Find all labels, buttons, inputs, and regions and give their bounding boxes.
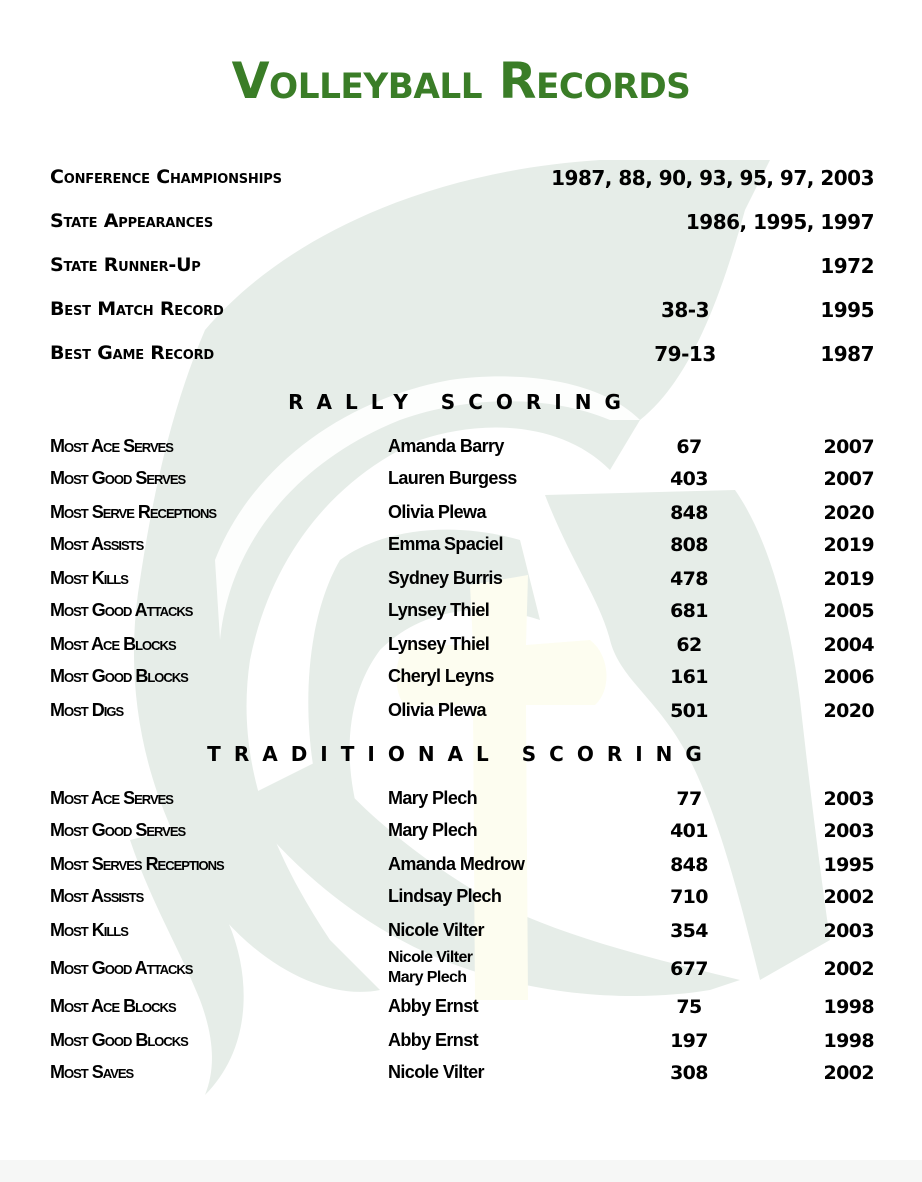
table-row bbox=[50, 949, 874, 986]
record-category: Most Good Blocks bbox=[50, 666, 188, 686]
record-holder: Lindsay Plech bbox=[388, 886, 502, 906]
table-row bbox=[50, 820, 874, 844]
record-holder: Amanda Medrow bbox=[388, 854, 525, 874]
record-value: 354 bbox=[670, 920, 708, 942]
record-value: 197 bbox=[670, 1030, 708, 1052]
summary-years: 1995 bbox=[820, 298, 874, 322]
summary-label: State Appearances bbox=[50, 210, 213, 232]
record-value: 677 bbox=[670, 958, 708, 980]
record-value: 848 bbox=[670, 502, 708, 524]
summary-record: 38-3 bbox=[660, 298, 710, 322]
record-year: 2019 bbox=[823, 568, 874, 590]
summary-label: Best Game Record bbox=[50, 342, 214, 364]
record-year: 2006 bbox=[823, 666, 874, 688]
record-holder: Mary Plech bbox=[388, 820, 478, 840]
record-category: Most Assists bbox=[50, 534, 144, 554]
record-value: 501 bbox=[670, 700, 708, 722]
record-year: 2002 bbox=[823, 958, 874, 980]
table-row bbox=[50, 996, 874, 1020]
summary-label: State Runner-Up bbox=[50, 254, 201, 276]
table-row bbox=[50, 600, 874, 624]
record-category: Most Ace Serves bbox=[50, 788, 173, 808]
record-value: 710 bbox=[670, 886, 708, 908]
record-holder: Cheryl Leyns bbox=[388, 666, 494, 686]
record-value: 478 bbox=[670, 568, 708, 590]
record-holder: Mary Plech bbox=[388, 788, 478, 808]
record-category: Most Kills bbox=[50, 920, 128, 940]
table-row bbox=[50, 886, 874, 910]
record-year: 2004 bbox=[823, 634, 874, 656]
record-value: 62 bbox=[676, 634, 702, 656]
record-category: Most Good Serves bbox=[50, 820, 186, 840]
record-holder: Nicole Vilter bbox=[388, 1062, 484, 1082]
record-category: Most Good Attacks bbox=[50, 600, 193, 620]
record-category: Most Assists bbox=[50, 886, 144, 906]
summary-row bbox=[50, 254, 874, 280]
record-value: 161 bbox=[670, 666, 708, 688]
record-holder: Sydney Burris bbox=[388, 568, 503, 588]
record-category: Most Good Serves bbox=[50, 468, 186, 488]
record-year: 2005 bbox=[823, 600, 874, 622]
record-value: 403 bbox=[670, 468, 708, 490]
summary-row bbox=[50, 342, 874, 368]
summary-row bbox=[50, 166, 874, 192]
record-category: Most Kills bbox=[50, 568, 128, 588]
table-row bbox=[50, 920, 874, 944]
record-value: 808 bbox=[670, 534, 708, 556]
record-category: Most Digs bbox=[50, 700, 124, 720]
record-year: 2007 bbox=[823, 468, 874, 490]
record-category: Most Serve Receptions bbox=[50, 502, 217, 522]
record-year: 2003 bbox=[823, 920, 874, 942]
record-year: 2002 bbox=[823, 1062, 874, 1084]
table-row bbox=[50, 534, 874, 558]
record-value: 401 bbox=[670, 820, 708, 842]
record-value: 848 bbox=[670, 854, 708, 876]
record-category: Most Good Blocks bbox=[50, 1030, 188, 1050]
record-category: Most Ace Blocks bbox=[50, 634, 176, 654]
record-category: Most Serves Receptions bbox=[50, 854, 224, 874]
record-value: 681 bbox=[670, 600, 708, 622]
record-year: 2003 bbox=[823, 820, 874, 842]
summary-years: 1986, 1995, 1997 bbox=[685, 210, 874, 234]
record-year: 2007 bbox=[823, 436, 874, 458]
record-category: Most Ace Blocks bbox=[50, 996, 176, 1016]
record-year: 2002 bbox=[823, 886, 874, 908]
record-value: 75 bbox=[676, 996, 702, 1018]
summary-label: Best Match Record bbox=[50, 298, 224, 320]
record-holder: Mary Plech bbox=[388, 969, 467, 986]
record-holder: Nicole Vilter bbox=[388, 920, 484, 940]
record-holder: Lynsey Thiel bbox=[388, 600, 490, 620]
table-row bbox=[50, 568, 874, 592]
record-year: 1998 bbox=[823, 996, 874, 1018]
record-year: 2003 bbox=[823, 788, 874, 810]
summary-record: 79-13 bbox=[654, 342, 716, 366]
record-holder: Abby Ernst bbox=[388, 996, 479, 1016]
record-holder: Nicole Vilter bbox=[388, 949, 473, 966]
summary-row bbox=[50, 210, 874, 236]
record-holder: Emma Spaciel bbox=[388, 534, 503, 554]
summary-years: 1987 bbox=[820, 342, 874, 366]
summary-row bbox=[50, 298, 874, 324]
record-value: 77 bbox=[676, 788, 702, 810]
table-row bbox=[50, 436, 874, 460]
record-year: 2019 bbox=[823, 534, 874, 556]
record-year: 1998 bbox=[823, 1030, 874, 1052]
table-row bbox=[50, 1062, 874, 1086]
summary-label: Conference Championships bbox=[50, 166, 282, 188]
summary-years: 1972 bbox=[820, 254, 874, 278]
summary-years: 1987, 88, 90, 93, 95, 97, 2003 bbox=[551, 166, 874, 190]
traditional-scoring-heading: TRADITIONAL SCORING bbox=[207, 742, 715, 766]
table-row bbox=[50, 634, 874, 658]
record-holder: Lauren Burgess bbox=[388, 468, 517, 488]
record-year: 1995 bbox=[823, 854, 874, 876]
table-row bbox=[50, 700, 874, 724]
page-footer-band bbox=[0, 1160, 922, 1182]
record-holder: Olivia Plewa bbox=[388, 700, 486, 720]
record-holder: Amanda Barry bbox=[388, 436, 504, 456]
record-value: 67 bbox=[676, 436, 702, 458]
record-category: Most Ace Serves bbox=[50, 436, 173, 456]
record-category: Most Good Attacks bbox=[50, 958, 193, 978]
table-row bbox=[50, 1030, 874, 1054]
record-value: 308 bbox=[670, 1062, 708, 1084]
rally-scoring-heading: RALLY SCORING bbox=[288, 390, 634, 414]
table-row bbox=[50, 502, 874, 526]
table-row bbox=[50, 854, 874, 878]
record-holders-multiple bbox=[388, 948, 472, 988]
record-holder: Lynsey Thiel bbox=[388, 634, 490, 654]
table-row bbox=[50, 788, 874, 812]
record-year: 2020 bbox=[823, 700, 874, 722]
table-row bbox=[50, 666, 874, 690]
record-holder: Abby Ernst bbox=[388, 1030, 479, 1050]
table-row bbox=[50, 468, 874, 492]
page-title: Volleyball Records bbox=[231, 52, 691, 110]
record-category: Most Saves bbox=[50, 1062, 134, 1082]
record-year: 2020 bbox=[823, 502, 874, 524]
record-holder: Olivia Plewa bbox=[388, 502, 486, 522]
